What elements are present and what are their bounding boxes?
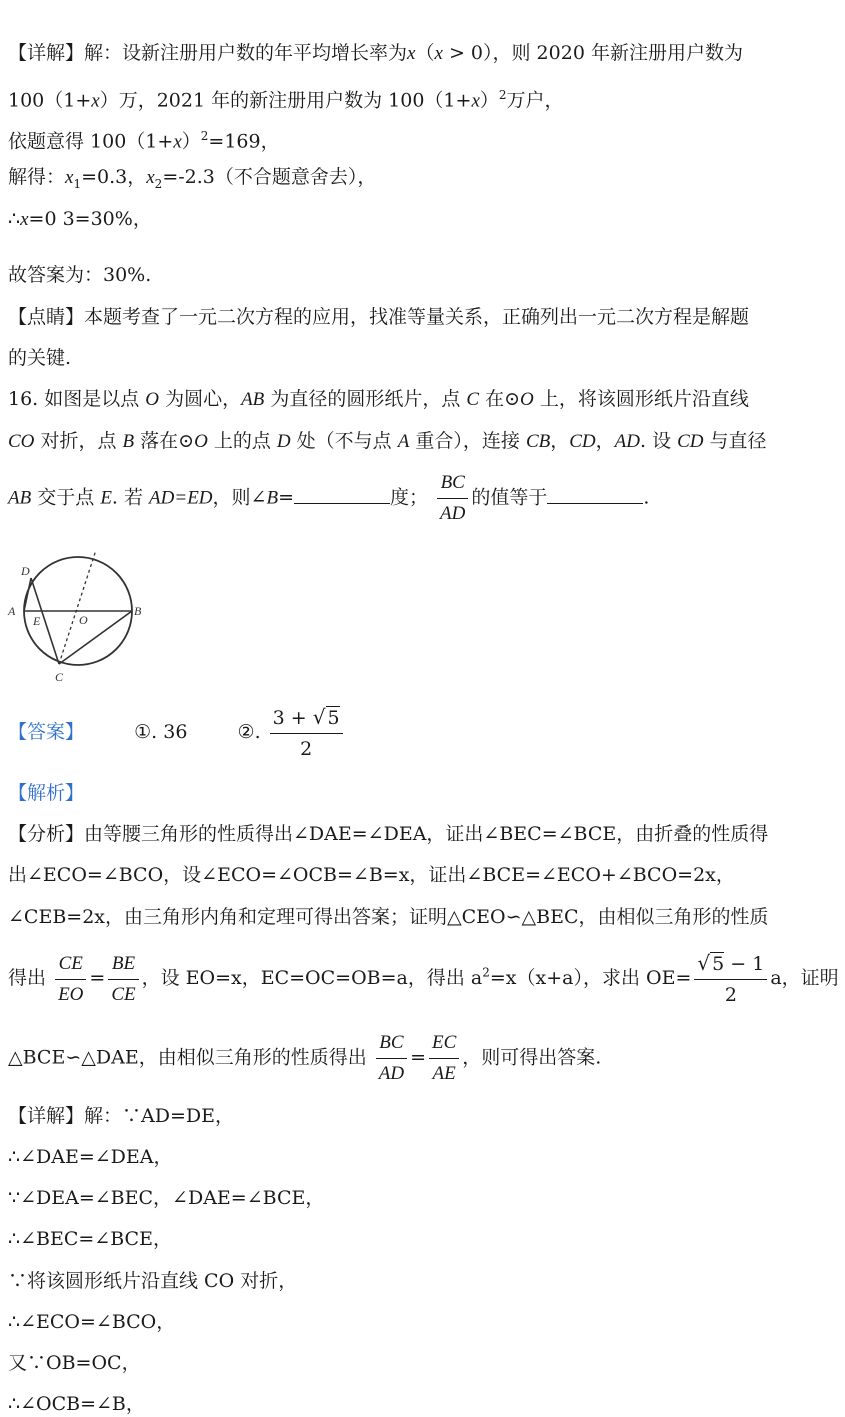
answer-blank-1: [294, 503, 390, 504]
var: O: [520, 389, 534, 410]
sup: 2: [498, 88, 507, 102]
detail-line4: ∵将该圆形纸片沿直线 CO 对折，: [8, 1270, 298, 1292]
text: 度；: [389, 486, 428, 509]
p1-line3: [8, 123, 280, 155]
q16-line2: [8, 428, 767, 455]
var: x: [434, 43, 443, 64]
text: =169，: [208, 130, 280, 153]
answer-2-prefix: .: [254, 721, 261, 743]
sub: 2: [154, 176, 163, 191]
chord-cb: [59, 611, 132, 664]
equals: =: [410, 1046, 426, 1069]
var: x: [146, 167, 155, 188]
numerator: BC: [376, 1028, 407, 1059]
detail-line1: ∴∠DAE=∠DEA，: [8, 1146, 173, 1168]
analysis-line2: 出∠ECO=∠BCO，设∠ECO=∠OCB=∠B=x，证出∠BCE=∠ECO+∠BCO=2x，: [8, 864, 735, 886]
text: 解：设新注册用户数的年平均增长率为: [84, 42, 408, 64]
text: ）: [181, 130, 201, 153]
circled-1: ①: [134, 721, 152, 743]
detail-line0: [8, 1103, 234, 1129]
text: 重合），连接: [409, 430, 526, 452]
radicand: 5: [712, 953, 725, 975]
answer-fraction: [270, 702, 343, 764]
analysis-line3: ∠CEB=2x，由三角形内角和定理可得出答案；证明△CEO∽△BEC，由相似三角形的性质: [8, 906, 769, 928]
answer-tag: 【答案】: [8, 721, 85, 743]
label-d: D: [21, 564, 30, 578]
var: D: [276, 431, 291, 452]
var: x: [173, 131, 182, 153]
detail-line7: ∴∠OCB=∠B，: [8, 1393, 145, 1415]
var: E: [100, 487, 112, 509]
var: CD: [569, 431, 596, 452]
q16-line3: [8, 468, 649, 529]
numerator: [694, 948, 767, 980]
fraction-ce-eo: [55, 949, 86, 1010]
var: C: [466, 389, 480, 410]
circle-diagram: [6, 545, 141, 685]
var: CD: [677, 431, 704, 452]
text: a，证明: [770, 967, 839, 989]
text: 为圆心，: [159, 388, 242, 410]
text: 得出: [8, 967, 47, 989]
p1-line4: [8, 164, 376, 197]
text: > 0）: [442, 42, 493, 64]
numerator: [270, 702, 343, 734]
var: B: [266, 487, 279, 509]
var: AD=ED: [149, 487, 213, 509]
xiangjie-tag: 【详解】: [8, 1105, 85, 1127]
text: 在⊙: [479, 388, 521, 410]
var: A: [397, 431, 410, 452]
text: 落在⊙: [134, 430, 195, 452]
denominator: EO: [58, 983, 84, 1005]
detail-line3: ∴∠BEC=∠BCE，: [8, 1228, 172, 1250]
text: ，则∠: [212, 486, 267, 509]
label-b: B: [134, 604, 141, 618]
answer-line: [8, 702, 346, 764]
num-tail: − 1: [724, 953, 765, 975]
var: CB: [525, 431, 551, 452]
numerator: CE: [55, 949, 86, 980]
var: B: [122, 431, 135, 452]
var: x: [65, 167, 74, 188]
text: 本题考查了一元二次方程的应用，找准等量关系，正确列出一元二次方程是解题: [84, 306, 750, 328]
fraction-be-ce: [108, 949, 138, 1010]
text: ，: [595, 430, 615, 452]
text: 对折，点: [34, 430, 123, 452]
q16-line1: [8, 386, 749, 413]
fold-line-co: [59, 550, 96, 664]
denominator: AD: [378, 1063, 405, 1084]
detail-line6: 又∵OB=OC，: [8, 1352, 141, 1374]
text: =0.3，: [81, 166, 147, 188]
sup: 2: [482, 965, 490, 980]
var: O: [145, 389, 160, 410]
circled-2: ②: [237, 721, 255, 743]
fraction-ec-ae: [429, 1028, 459, 1089]
text: 16. 如图是以点: [8, 388, 146, 410]
var: AB: [8, 487, 32, 509]
text: 100（1+: [8, 89, 92, 112]
text: . 若: [111, 486, 150, 509]
var: x: [407, 43, 416, 64]
numerator: BE: [108, 949, 138, 980]
label-c: C: [55, 670, 64, 684]
text: 上，将该圆形纸片沿直线: [533, 388, 749, 410]
analysis-line5: [8, 1028, 601, 1089]
text: △BCE∽△DAE，由相似三角形的性质得出: [8, 1046, 367, 1069]
p1-line5: [8, 206, 152, 233]
text: .: [643, 486, 650, 509]
num-part: 3 +: [272, 707, 313, 729]
var: O: [194, 431, 208, 452]
text: ）: [479, 89, 499, 112]
detail-line5: ∴∠ECO=∠BCO，: [8, 1311, 176, 1333]
equals: =: [89, 967, 106, 989]
text: 与直径: [703, 430, 767, 452]
sup: 2: [200, 129, 209, 143]
analysis-line4: [8, 948, 839, 1010]
p1-line2: [8, 82, 564, 114]
text: =0 3=30%，: [28, 208, 152, 230]
numerator: EC: [429, 1028, 459, 1059]
p1-line6: 故答案为：30%.: [8, 264, 152, 286]
text: =: [278, 486, 294, 509]
fraction-sqrt5-minus-1: [694, 948, 767, 1010]
var: AD: [614, 431, 640, 452]
text: ，: [550, 430, 570, 452]
text: ，则 2020 年新注册用户数为: [492, 42, 743, 64]
denominator: AE: [432, 1063, 456, 1084]
text: 解：∵AD=DE，: [84, 1105, 234, 1127]
fenxi-tag: 【分析】: [8, 823, 85, 845]
text: 解得：: [8, 166, 66, 188]
analysis-line1: [8, 821, 768, 847]
text: =-2.3（不合题意舍去），: [162, 166, 377, 188]
sub: 1: [73, 176, 82, 191]
text: ∴: [8, 208, 21, 230]
text: （: [415, 42, 435, 64]
answer-blank-2: [547, 503, 643, 504]
text: . 设: [639, 430, 678, 452]
dianjing-tag: 【点睛】: [8, 306, 85, 328]
text: 为直径的圆形纸片，点: [264, 388, 467, 410]
text: ，设 EO=x，EC=OC=OB=a，得出 a: [141, 967, 483, 989]
denominator: 2: [724, 984, 737, 1006]
p1-line7: [8, 304, 749, 330]
text: 万户，: [506, 89, 564, 112]
var: CO: [8, 431, 35, 452]
text: 由等腰三角形的性质得出∠DAE=∠DEA，证出∠BEC=∠BCE，由折叠的性质得: [84, 823, 769, 845]
label-e: E: [33, 614, 41, 628]
text: 上的点: [207, 430, 277, 452]
chord-ad: [24, 578, 31, 611]
denominator: 2: [300, 738, 313, 760]
fraction-bc-ad-2: [376, 1028, 407, 1089]
numerator: BC: [437, 468, 468, 499]
var: x: [471, 90, 480, 112]
label-a: A: [8, 604, 16, 618]
var: AB: [241, 389, 265, 410]
radicand: 5: [327, 707, 340, 729]
text: 交于点: [31, 486, 101, 509]
text: 依题意得 100（1+: [8, 130, 174, 153]
detail-line2: ∵∠DEA=∠BEC，∠DAE=∠BCE，: [8, 1187, 325, 1209]
p1-line1: [8, 40, 743, 67]
sqrt-sign: √: [697, 951, 711, 975]
denominator: CE: [111, 983, 136, 1005]
text: =x（x+a），求出 OE=: [489, 967, 692, 989]
jiexi-tag: 【解析】: [8, 782, 85, 804]
denominator: AD: [440, 503, 466, 524]
fraction-bc-ad: [437, 468, 468, 529]
text: 的值等于: [471, 486, 548, 509]
text: 处（不与点: [290, 430, 398, 452]
p1-line8: 的关键.: [8, 347, 72, 369]
sqrt-sign: √: [312, 705, 326, 729]
text: ）万，2021 年的新注册用户数为 100（1+: [99, 89, 472, 112]
var: x: [91, 90, 100, 112]
label-o: O: [79, 613, 88, 627]
var: x: [20, 209, 29, 230]
answer-1: . 36: [151, 721, 188, 743]
text: ，则可得出答案.: [462, 1046, 602, 1069]
detail-tag: 【详解】: [8, 42, 85, 64]
